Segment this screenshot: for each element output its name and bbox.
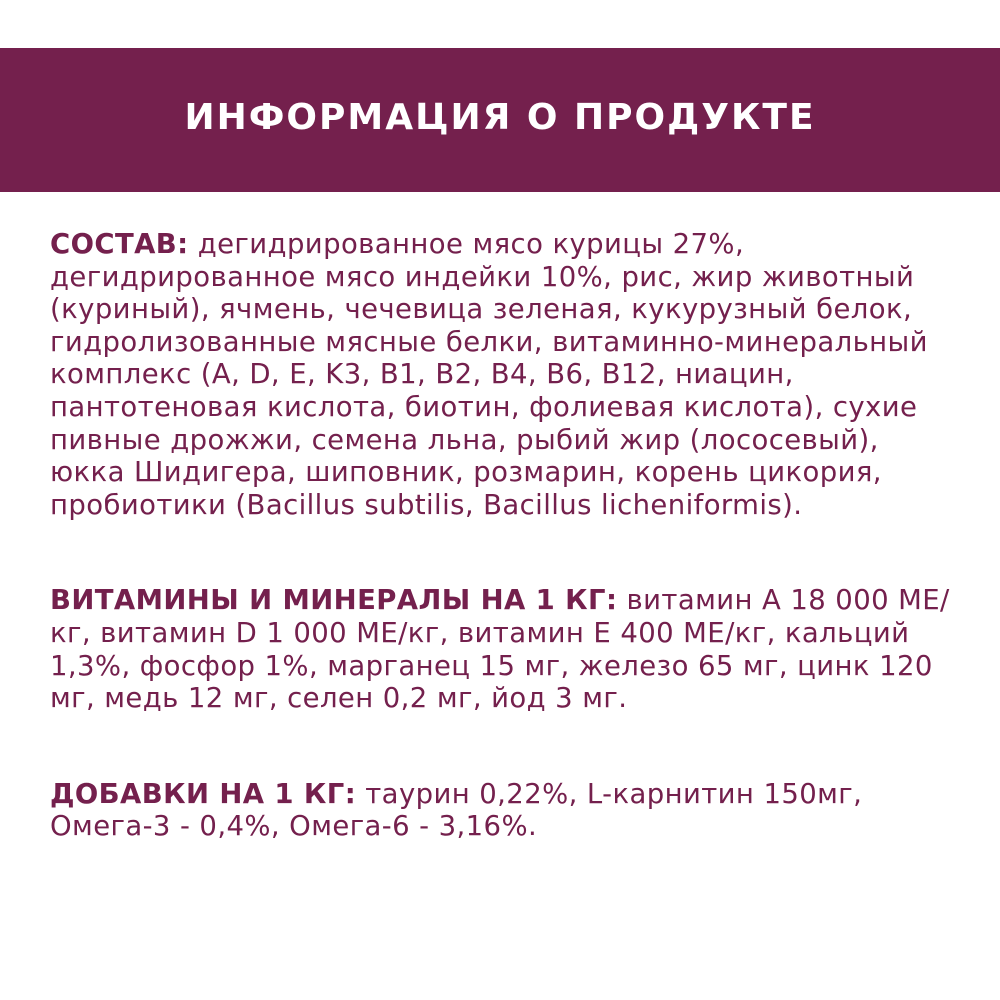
- page-title: ИНФОРМАЦИЯ О ПРОДУКТЕ: [184, 96, 816, 138]
- vitamins-minerals-text: витамин А 18 000 МЕ/кг, витамин D 1 000 МЕ/кг, витамин Е 400 МЕ/кг, кальций 1,3%, фосфор 1%, марганец 15 мг, железо 65 мг, цинк 120 мг, медь 12 мг, селен 0,2 мг, йод 3 мг.: [50, 584, 950, 715]
- composition-text: дегидрированное мясо курицы 27%, дегидрированное мясо индейки 10%, рис, жир животный (куриный), ячмень, чечевица зеленая, кукурузный белок, гидролизованные мясные белки, витаминно-минеральный комплекс (A, D, E, K3, B1, B2, B4, B6, B12, ниацин, пантотеновая кислота, биотин, фолиевая кислота), сухие пивные дрожжи, семена льна, рыбий жир (лососевый), юкка Шидигера, шиповник, розмарин, корень цикория, пробиотики (Bacillus subtilis, Bacillus licheniformis).: [50, 228, 928, 521]
- composition-label: СОСТАВ:: [50, 228, 189, 260]
- composition-section: [50, 228, 955, 521]
- additives-section: [50, 778, 955, 843]
- product-info-content: [50, 228, 955, 906]
- vitamins-minerals-section: [50, 584, 955, 714]
- additives-text: таурин 0,22%, L-карнитин 150мг, Омега-3 - 0,4%, Омега-6 - 3,16%.: [50, 777, 863, 843]
- header-banner: [0, 48, 1000, 192]
- additives-label: ДОБАВКИ НА 1 КГ:: [50, 777, 357, 810]
- vitamins-minerals-label: ВИТАМИНЫ И МИНЕРАЛЫ НА 1 КГ:: [50, 584, 618, 617]
